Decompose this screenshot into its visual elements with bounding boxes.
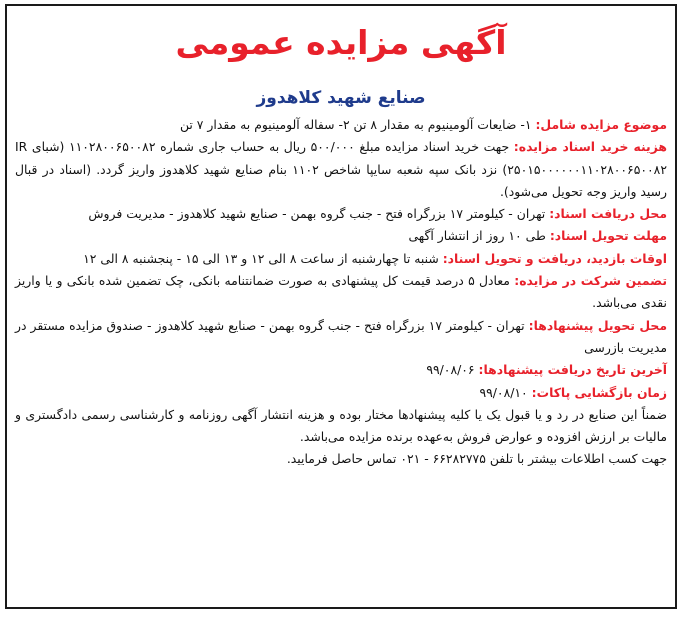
item-text: جهت خرید اسناد مزایده مبلغ ۵۰۰/۰۰۰ ریال به حساب جاری شماره ۱۱۰۲۸۰۰۶۵۰۰۸۲ (شبای IR ۲۵۰۱۵۰۰۰۰۰۰۱۱۰۲۸۰۰۶۵۰۰۸۲) نزد بانک سپه شعبه سایپا شاخص ۱۱۰۲ بنام صنایع شهید کلاهدوز واریز گردد. (اسناد در قبال رسید واریز وجه تحویل می‌شود). (15, 139, 667, 199)
item-document-deadline (15, 225, 667, 247)
footer-contact (15, 448, 667, 470)
notice-frame (5, 4, 677, 609)
item-document-cost (15, 136, 667, 203)
item-label: اوقات بازدید، دریافت و تحویل اسناد: (442, 250, 667, 266)
item-label: زمان بازگشایی پاکات: (531, 384, 667, 400)
item-opening-date (15, 382, 667, 404)
notice-title: آگهی مزایده عمومی (175, 23, 507, 62)
item-bid-delivery-location (15, 315, 667, 360)
notice-body (15, 114, 667, 471)
item-visiting-hours (15, 248, 667, 270)
item-label: محل تحویل پیشنهادها: (528, 317, 667, 333)
contact-suffix: تماس حاصل فرمایید. (286, 451, 397, 467)
item-label: موضوع مزایده شامل: (535, 117, 667, 132)
notice-subtitle: صنایع شهید کلاهدوز (256, 88, 426, 108)
item-text: ۹۹/۰۸/۰۶ (426, 362, 475, 378)
item-text: ۱- ضایعات آلومینیوم به مقدار ۸ تن ۲- سفاله آلومینیوم به مقدار ۷ تن (179, 117, 532, 132)
item-label: مهلت تحویل اسناد: (549, 228, 667, 244)
item-text: طی ۱۰ روز از انتشار آگهی (408, 228, 546, 244)
item-guarantee (15, 270, 667, 315)
item-label: هزینه خرید اسناد مزایده: (513, 139, 667, 155)
item-text: معادل ۵ درصد قیمت کل پیشنهادی به صورت ضمانتنامه بانکی، چک تضمین شده بانکی و یا واریز نقدی می‌باشد. (15, 273, 667, 311)
item-label: آخرین تاریخ دریافت پیشنهادها: (478, 362, 667, 378)
item-text: شنبه تا چهارشنبه از ساعت ۸ الی ۱۲ و ۱۳ الی ۱۵ - پنجشنبه ۸ الی ۱۲ (83, 250, 439, 266)
item-label: تضمین شرکت در مزایده: (514, 273, 667, 289)
item-text: تهران - کیلومتر ۱۷ بزرگراه فتح - جنب گروه بهمن - صنایع شهید کلاهدوز - صندوق مزایده مستقر در مدیریت بازرسی (15, 317, 667, 355)
item-text: ۹۹/۰۸/۱۰ (479, 384, 528, 400)
item-document-pickup-location (15, 203, 667, 225)
item-subject (15, 114, 667, 136)
footer-disclaimer: ضمناً این صنایع در رد و یا قبول یک یا کلیه پیشنهادها مختار بوده و هزینه انتشار آگهی روزنامه و کارشناسی رسمی دادگستری و مالیات بر ارزش افزوده و عوارض فروش به‌عهده برنده مزایده می‌باشد. (15, 406, 667, 445)
phone-number: ۰۲۱ - ۶۶۲۸۲۷۷۵ (400, 451, 486, 467)
item-bid-deadline (15, 359, 667, 381)
item-label: محل دریافت اسناد: (549, 206, 667, 222)
item-text: تهران - کیلومتر ۱۷ بزرگراه فتح - جنب گروه بهمن - صنایع شهید کلاهدوز - مدیریت فروش (88, 206, 546, 222)
contact-prefix: جهت کسب اطلاعات بیشتر با تلفن (489, 451, 667, 467)
